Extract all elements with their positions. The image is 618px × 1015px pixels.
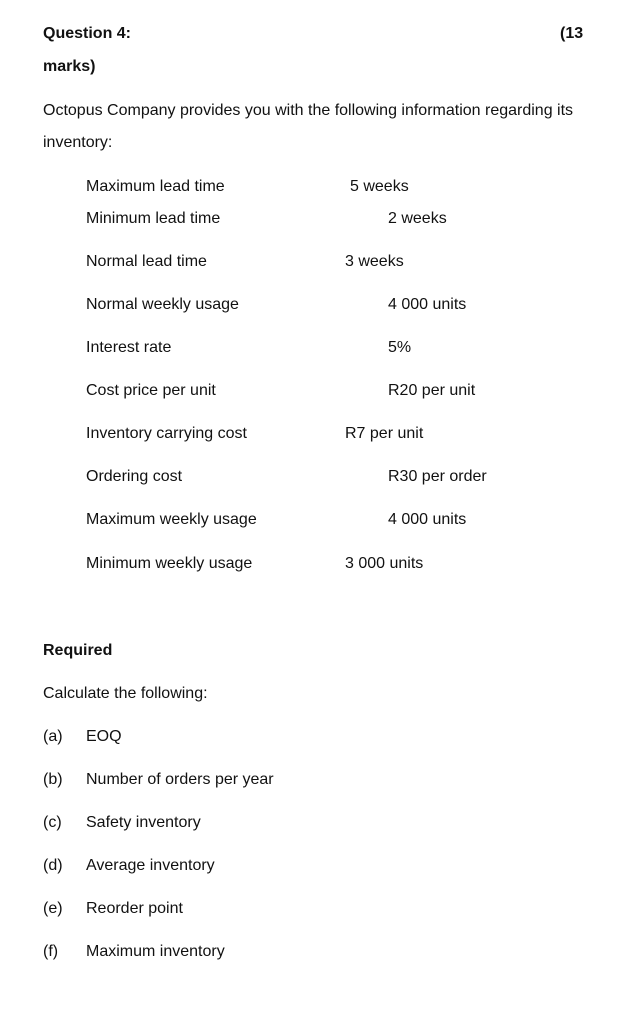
list-item-letter: (c) <box>43 814 62 831</box>
info-value: R20 per unit <box>388 382 476 399</box>
info-value: 5 weeks <box>350 178 409 195</box>
list-item: Safety inventory <box>86 814 201 831</box>
list-item: Average inventory <box>86 857 215 874</box>
info-label: Minimum weekly usage <box>86 555 253 572</box>
question-marks: (13 <box>560 25 584 42</box>
list-item-letter: (e) <box>43 900 63 917</box>
info-value: 3 000 units <box>345 555 424 572</box>
list-item: Reorder point <box>86 900 183 917</box>
info-label: Maximum weekly usage <box>86 511 257 528</box>
info-label: Cost price per unit <box>86 382 216 399</box>
list-item-letter: (d) <box>43 857 63 874</box>
required-heading: Required <box>43 642 113 659</box>
info-label: Ordering cost <box>86 468 183 485</box>
list-item: EOQ <box>86 728 122 745</box>
list-item-letter: (a) <box>43 728 63 745</box>
intro-text: Octopus Company provides you with the following information regarding its <box>43 102 574 119</box>
question-title: Question 4: <box>43 25 132 42</box>
list-item-letter: (b) <box>43 771 63 788</box>
info-label: Maximum lead time <box>86 178 225 195</box>
info-value: 5% <box>388 339 412 356</box>
info-label: Normal lead time <box>86 253 207 270</box>
list-item-letter: (f) <box>43 943 59 960</box>
info-value: 2 weeks <box>388 210 447 227</box>
info-value: 3 weeks <box>345 253 404 270</box>
info-value: 4 000 units <box>388 296 467 313</box>
list-item: Maximum inventory <box>86 943 225 960</box>
info-label: Inventory carrying cost <box>86 425 247 442</box>
info-value: 4 000 units <box>388 511 467 528</box>
required-instruction: Calculate the following: <box>43 685 208 702</box>
info-value: R30 per order <box>388 468 487 485</box>
question-marks-continued: marks) <box>43 58 96 75</box>
info-label: Interest rate <box>86 339 172 356</box>
info-label: Normal weekly usage <box>86 296 239 313</box>
info-label: Minimum lead time <box>86 210 221 227</box>
list-item: Number of orders per year <box>86 771 274 788</box>
info-value: R7 per unit <box>345 425 424 442</box>
intro-text-continued: inventory: <box>43 134 113 151</box>
